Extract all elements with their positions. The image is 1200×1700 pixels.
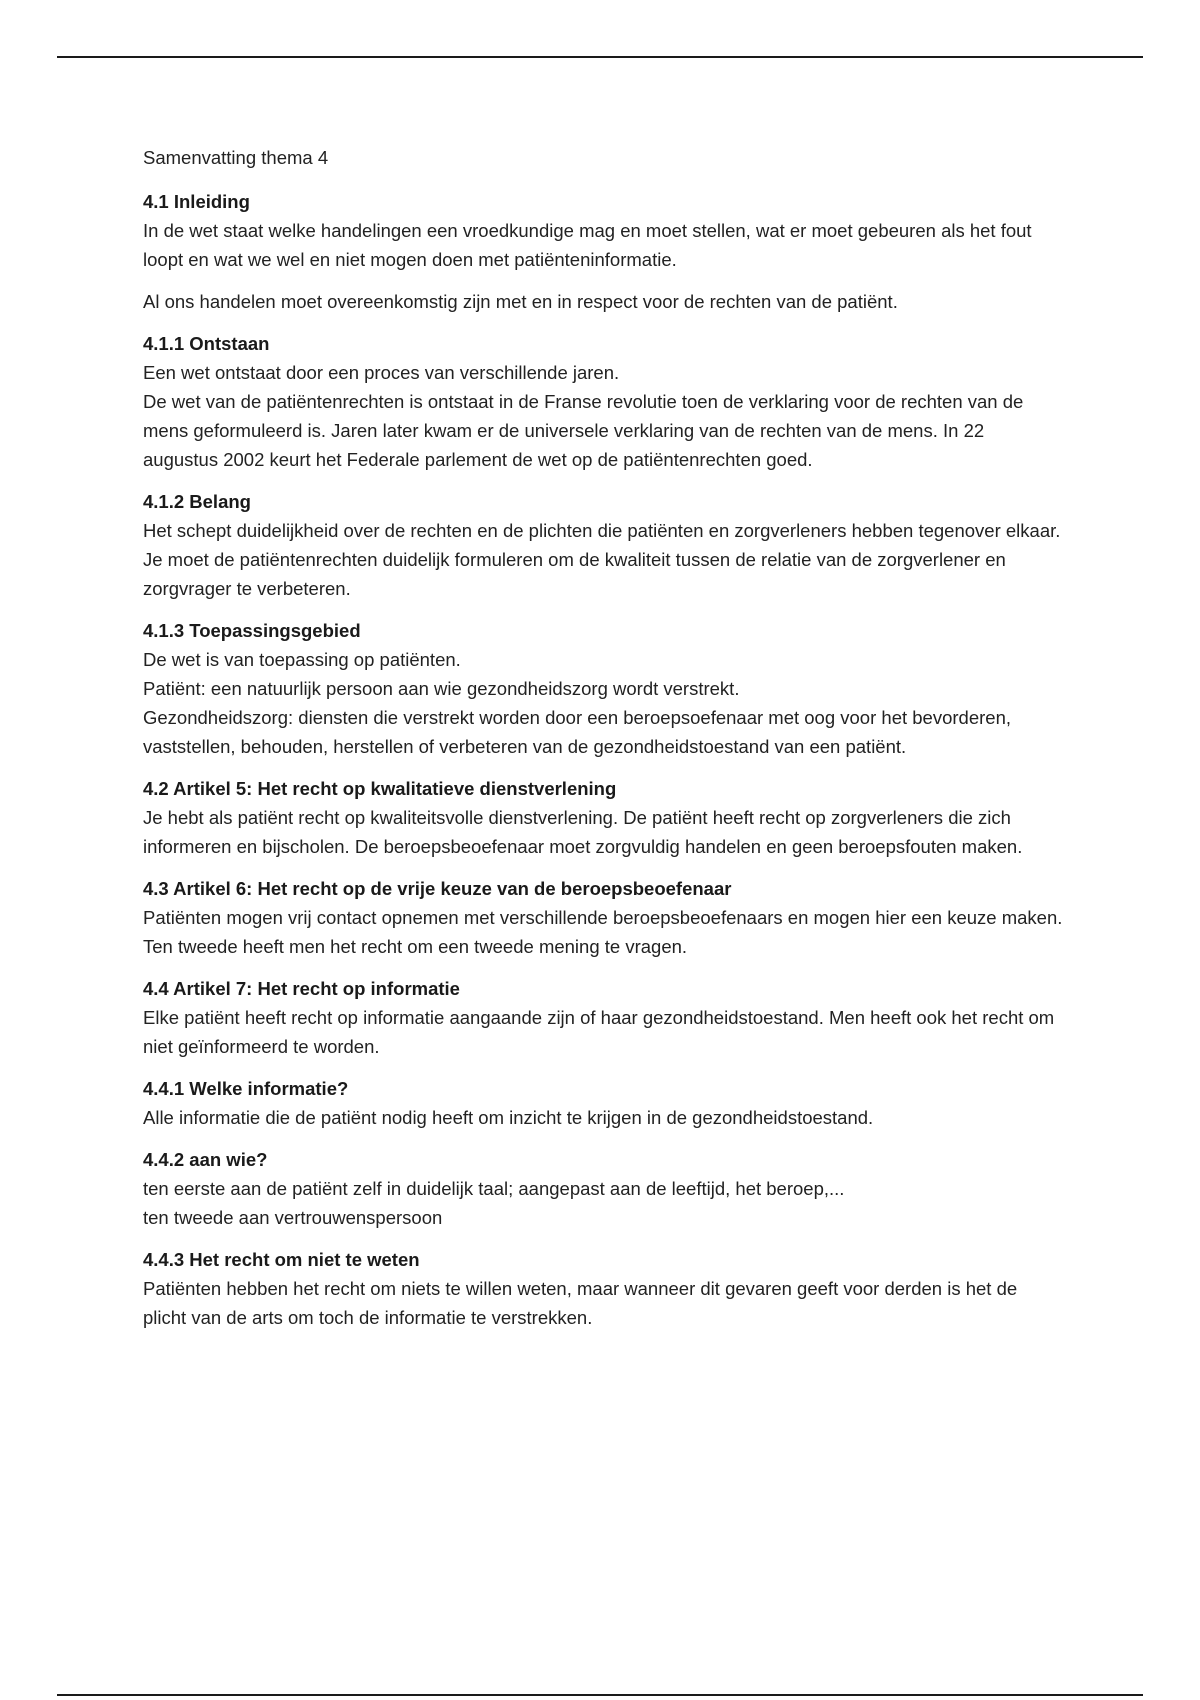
section-heading: 4.4 Artikel 7: Het recht op informatie xyxy=(143,978,460,999)
section-heading: 4.4.1 Welke informatie? xyxy=(143,1078,349,1099)
section-4-1-inleiding xyxy=(143,187,1063,316)
paragraph: Ten tweede heeft men het recht om een tweede mening te vragen. xyxy=(143,936,688,957)
paragraph: Elke patiënt heeft recht op informatie aangaande zijn of haar gezondheidstoestand. Men heeft ook het recht om niet geïnformeerd te worden. xyxy=(143,1007,1055,1057)
document-title: Samenvatting thema 4 xyxy=(143,147,329,168)
section-heading: 4.1.2 Belang xyxy=(143,491,251,512)
section-heading: 4.1 Inleiding xyxy=(143,191,250,212)
section-4-1-2-belang xyxy=(143,487,1063,603)
paragraph: Een wet ontstaat door een proces van verschillende jaren. xyxy=(143,362,620,383)
paragraph: Gezondheidszorg: diensten die verstrekt worden door een beroepsoefenaar met oog voor het bevorderen, vaststellen, behouden, herstellen of verbeteren van de gezondheidstoestand van een patiënt. xyxy=(143,707,1011,757)
document-body xyxy=(143,143,1063,1345)
section-4-4-3-recht-niet-te-weten xyxy=(143,1245,1063,1332)
paragraph: Het schept duidelijkheid over de rechten en de plichten die patiënten en zorgverleners hebben tegenover elkaar. Je moet de patiëntenrechten duidelijk formuleren om de kwaliteit tussen de relatie van de zorgverlener en zorgvrager te verbeteren. xyxy=(143,520,1061,599)
paragraph: De wet van de patiëntenrechten is ontstaat in de Franse revolutie toen de verklaring voor de rechten van de mens geformuleerd is. Jaren later kwam er de universele verklaring van de rechten van de mens. In 22 augustus 2002 keurt het Federale parlement de wet op de patiëntenrechten goed. xyxy=(143,391,1024,470)
section-4-4-1-welke-informatie xyxy=(143,1074,1063,1132)
paragraph: In de wet staat welke handelingen een vroedkundige mag en moet stellen, wat er moet gebeuren als het fout loopt en wat we wel en niet mogen doen met patiënteninformatie. xyxy=(143,220,1032,270)
section-heading: 4.2 Artikel 5: Het recht op kwalitatieve dienstverlening xyxy=(143,778,617,799)
section-heading: 4.1.1 Ontstaan xyxy=(143,333,270,354)
section-4-1-1-ontstaan xyxy=(143,329,1063,474)
paragraph: Patiënten hebben het recht om niets te willen weten, maar wanneer dit gevaren geeft voor derden is het de plicht van de arts om toch de informatie te verstrekken. xyxy=(143,1278,1018,1328)
section-heading: 4.3 Artikel 6: Het recht op de vrije keuze van de beroepsbeoefenaar xyxy=(143,878,732,899)
page-bottom-rule xyxy=(57,1694,1143,1696)
section-4-4-artikel-7 xyxy=(143,974,1063,1061)
section-4-4-2-aan-wie xyxy=(143,1145,1063,1232)
section-4-1-3-toepassingsgebied xyxy=(143,616,1063,761)
section-heading: 4.1.3 Toepassingsgebied xyxy=(143,620,361,641)
paragraph: De wet is van toepassing op patiënten. xyxy=(143,649,461,670)
section-4-3-artikel-6 xyxy=(143,874,1063,961)
section-heading: 4.4.2 aan wie? xyxy=(143,1149,268,1170)
paragraph: ten eerste aan de patiënt zelf in duidelijk taal; aangepast aan de leeftijd, het beroep,... xyxy=(143,1178,845,1199)
paragraph: Al ons handelen moet overeenkomstig zijn met en in respect voor de rechten van de patiënt. xyxy=(143,291,898,312)
section-heading: 4.4.3 Het recht om niet te weten xyxy=(143,1249,420,1270)
paragraph: Alle informatie die de patiënt nodig heeft om inzicht te krijgen in de gezondheidstoestand. xyxy=(143,1107,874,1128)
section-4-2-artikel-5 xyxy=(143,774,1063,861)
paragraph: ten tweede aan vertrouwenspersoon xyxy=(143,1207,443,1228)
paragraph: Je hebt als patiënt recht op kwaliteitsvolle dienstverlening. De patiënt heeft recht op zorgverleners die zich informeren en bijscholen. De beroepsbeoefenaar moet zorgvuldig handelen en geen beroepsfouten maken. xyxy=(143,807,1023,857)
paragraph: Patiënten mogen vrij contact opnemen met verschillende beroepsbeoefenaars en mogen hier een keuze maken. xyxy=(143,907,1063,928)
page-top-rule xyxy=(57,56,1143,58)
paragraph: Patiënt: een natuurlijk persoon aan wie gezondheidszorg wordt verstrekt. xyxy=(143,678,740,699)
